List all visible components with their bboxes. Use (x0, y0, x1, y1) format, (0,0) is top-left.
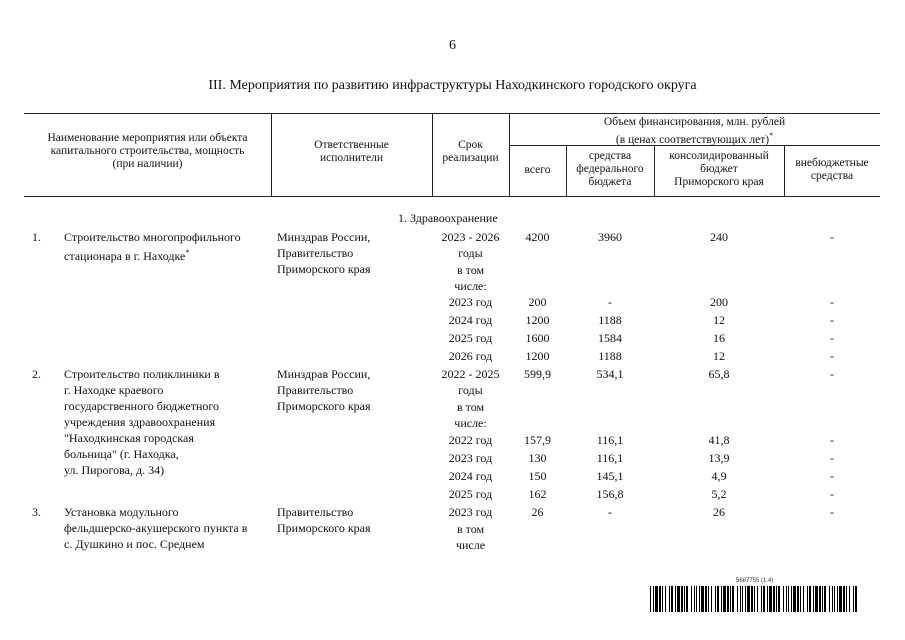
year-total: 150 (528, 469, 547, 483)
year-federal: 1188 (598, 349, 622, 363)
year-federal: 116,1 (596, 451, 624, 465)
header-executors: Ответственные исполнители (314, 139, 389, 164)
funding-group-mark: * (769, 131, 774, 140)
year-label: 2024 год (448, 469, 493, 483)
barcode-number: 5687755 (1.4) (736, 578, 774, 584)
header-funding-group (509, 116, 880, 147)
year-label: 2025 год (448, 331, 493, 345)
year-total: 1200 (525, 313, 550, 327)
row-federal: 3960 (598, 230, 622, 244)
header-term: Срок реализации (442, 139, 499, 164)
row-offbudget: - (830, 367, 834, 381)
row-including: в том числе (455, 522, 486, 552)
year-total: 200 (528, 295, 547, 309)
year-offbudget: - (830, 295, 834, 309)
row-federal: 534,1 (596, 367, 624, 381)
row-total: 4200 (525, 230, 550, 244)
row-name: Установка модульного фельдшерско-акушерского пункта в с. Душкино и пос. Среднем (64, 505, 248, 551)
row-consolidated: 65,8 (708, 367, 730, 381)
row-executors: Правительство Приморского края (277, 505, 371, 535)
year-offbudget: - (830, 487, 834, 501)
funding-group-label: Объем финансирования, млн. рублей (в ценах соответствующих лет) (603, 116, 786, 146)
year-offbudget: - (830, 331, 834, 345)
section-title: III. Мероприятия по развитию инфраструктуры Находкинского городского округа (208, 78, 697, 93)
year-consolidated: 12 (713, 313, 725, 327)
year-federal: 156,8 (596, 487, 624, 501)
row-number: 3. (32, 505, 41, 519)
year-consolidated: 16 (713, 331, 725, 345)
row-including: в том числе: (454, 400, 487, 430)
year-label: 2023 год (448, 295, 493, 309)
year-federal: 1584 (598, 331, 622, 345)
year-offbudget: - (830, 451, 834, 465)
year-consolidated: 12 (713, 349, 725, 363)
row-executors: Минздрав России, Правительство Приморского края (277, 367, 371, 413)
year-consolidated: 200 (710, 295, 728, 309)
year-offbudget: - (830, 433, 834, 447)
header-name: Наименование мероприятия или объекта капитального строительства, мощность (при наличии) (47, 132, 248, 170)
row-consolidated: 240 (710, 230, 728, 244)
year-total: 1600 (525, 331, 550, 345)
year-total: 162 (528, 487, 547, 501)
year-label: 2025 год (448, 487, 493, 501)
year-federal: - (608, 295, 612, 309)
year-federal: 145,1 (596, 469, 624, 483)
year-offbudget: - (830, 349, 834, 363)
year-label: 2024 год (448, 313, 493, 327)
row-name-mark: * (185, 248, 190, 257)
row-name: Строительство поликлиники в г. Находке краевого государственного бюджетного учреждения здравоохранения "Находкинская городская больница" (г. Находка, ул. Пирогова, д. 34) (64, 367, 220, 477)
year-federal: 116,1 (596, 433, 624, 447)
year-label: 2023 год (448, 451, 493, 465)
header-federal: средства федерального бюджета (576, 150, 644, 188)
year-total: 157,9 (524, 433, 551, 447)
row-term: 2023 год (448, 505, 493, 519)
row-total: 599,9 (524, 367, 551, 381)
header-total: всего (524, 164, 551, 176)
year-total: 1200 (525, 349, 550, 363)
row-federal: - (608, 505, 612, 519)
row-term: 2023 - 2026 годы (441, 230, 500, 260)
row-offbudget: - (830, 505, 834, 519)
year-consolidated: 5,2 (711, 487, 727, 501)
row-executors: Минздрав России, Правительство Приморского края (277, 230, 371, 276)
section-heading: 1. Здравоохранение (398, 211, 498, 225)
row-offbudget: - (830, 230, 834, 244)
barcode-icon (650, 586, 860, 612)
year-total: 130 (528, 451, 547, 465)
year-consolidated: 13,9 (708, 451, 730, 465)
year-label: 2022 год (448, 433, 493, 447)
row-number: 2. (32, 367, 41, 381)
row-name-text: Строительство многопрофильного стационара в г. Находке (64, 230, 241, 263)
header-consolidated: консолидированный бюджет Приморского края (669, 150, 769, 188)
row-including: в том числе: (454, 263, 487, 293)
row-number: 1. (32, 230, 41, 244)
year-federal: 1188 (598, 313, 622, 327)
header-offbudget: внебюджетные средства (795, 157, 869, 182)
row-term: 2022 - 2025 годы (441, 367, 500, 397)
row-consolidated: 26 (713, 505, 725, 519)
year-consolidated: 41,8 (708, 433, 730, 447)
year-offbudget: - (830, 469, 834, 483)
year-label: 2026 год (448, 349, 493, 363)
row-name (64, 229, 269, 264)
page-number: 6 (449, 38, 456, 53)
year-consolidated: 4,9 (711, 469, 727, 483)
row-total: 26 (531, 505, 544, 519)
year-offbudget: - (830, 313, 834, 327)
